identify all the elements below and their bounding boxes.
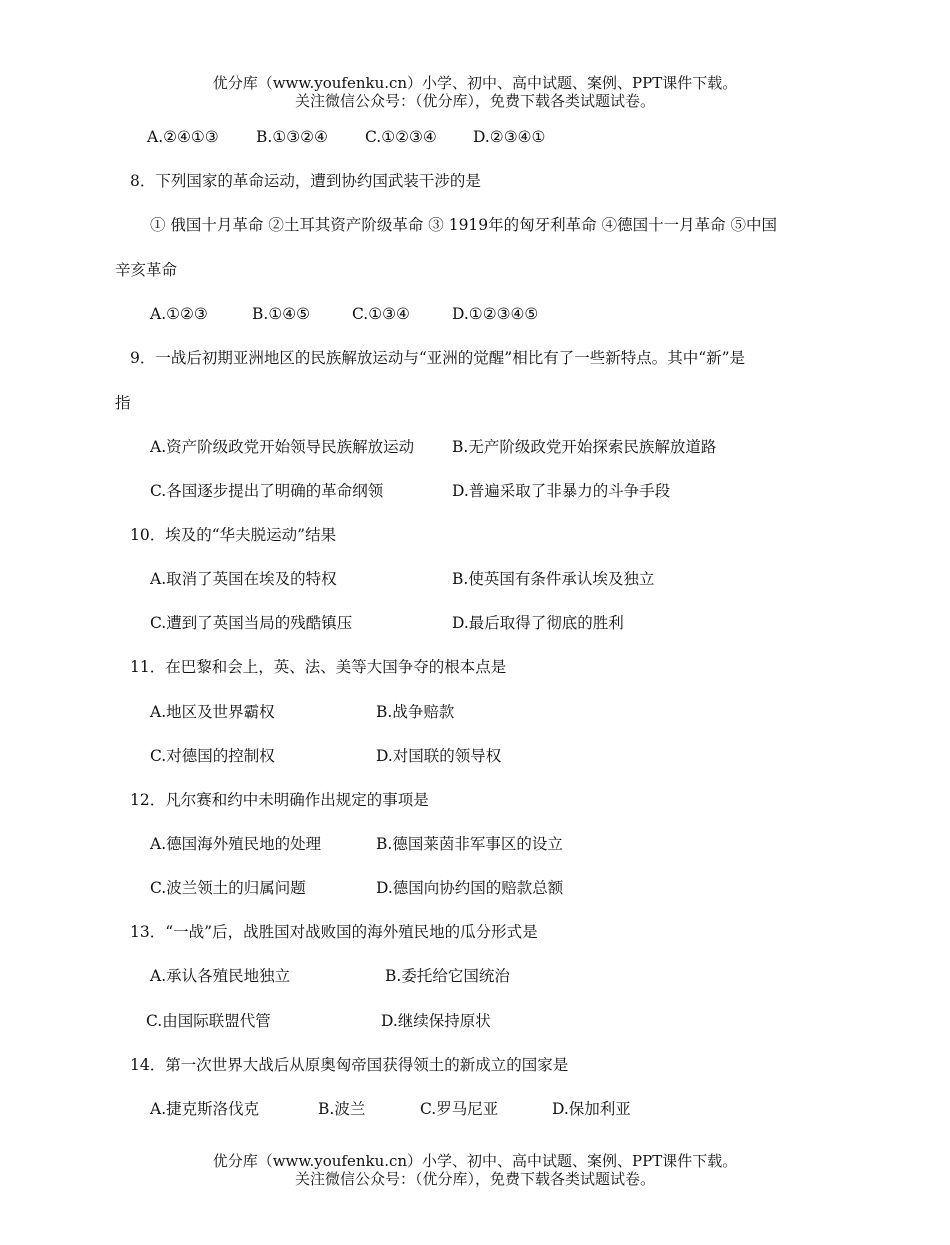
q9-option-d: D.普遍采取了非暴力的斗争手段 xyxy=(452,482,671,500)
q14-option-c: C.罗马尼亚 xyxy=(420,1100,499,1118)
q14-option-b: B.波兰 xyxy=(318,1100,366,1118)
q9-option-c: C.各国逐步提出了明确的革命纲领 xyxy=(150,482,384,500)
q7-option-d: D.②③④① xyxy=(473,128,546,146)
q7-option-c: C.①②③④ xyxy=(365,128,437,146)
q14-option-d: D.保加利亚 xyxy=(552,1100,631,1118)
q7-option-a: A.②④①③ xyxy=(147,128,219,146)
q11-option-c: C.对德国的控制权 xyxy=(150,747,275,765)
q8-option-b: B.①④⑤ xyxy=(252,305,311,323)
q12-option-d: D.德国向协约国的赔款总额 xyxy=(376,879,564,897)
page-footer-line-2: 关注微信公众号：（优分库），免费下载各类试题试卷。 xyxy=(294,1170,655,1188)
q11-option-a: A.地区及世界霸权 xyxy=(150,703,275,721)
q9-stem-line-1: 9．一战后初期亚洲地区的民族解放运动与“亚洲的觉醒”相比有了一些新特点。其中“新”是 xyxy=(130,349,746,367)
q8-items-line-2: 辛亥革命 xyxy=(115,261,178,279)
q12-option-b: B.德国莱茵非军事区的设立 xyxy=(376,835,563,853)
q10-stem: 10．埃及的“华夫脱运动”结果 xyxy=(130,526,337,544)
q13-option-b: B.委托给它国统治 xyxy=(385,967,510,985)
q10-option-a: A.取消了英国在埃及的特权 xyxy=(150,570,337,588)
q14-stem: 14．第一次世界大战后从原奥匈帝国获得领土的新成立的国家是 xyxy=(130,1056,569,1074)
q13-option-d: D.继续保持原状 xyxy=(381,1012,491,1030)
q8-option-d: D.①②③④⑤ xyxy=(452,305,539,323)
q9-option-b: B.无产阶级政党开始探索民族解放道路 xyxy=(452,438,717,456)
q8-option-c: C.①③④ xyxy=(352,305,410,323)
q7-option-b: B.①③②④ xyxy=(256,128,328,146)
page-footer-line-1: 优分库（www.youfenku.cn）小学、初中、高中试题、案例、PPT课件下载。 xyxy=(212,1152,738,1170)
q11-option-d: D.对国联的领导权 xyxy=(376,747,502,765)
q12-option-c: C.波兰领土的归属问题 xyxy=(150,879,306,897)
q8-stem: 8．下列国家的革命运动，遭到协约国武装干涉的是 xyxy=(130,172,481,190)
q13-stem: 13．“一战”后，战胜国对战败国的海外殖民地的瓜分形式是 xyxy=(130,923,538,941)
q8-items-line-1: ① 俄国十月革命 ②土耳其资产阶级革命 ③ 1919年的匈牙利革命 ④德国十一月革命 ⑤中国 xyxy=(150,216,778,234)
q9-option-a: A.资产阶级政党开始领导民族解放运动 xyxy=(150,438,415,456)
q13-option-c: C.由国际联盟代管 xyxy=(146,1012,271,1030)
q11-option-b: B.战争赔款 xyxy=(376,703,455,721)
page-header-line-1: 优分库（www.youfenku.cn）小学、初中、高中试题、案例、PPT课件下载。 xyxy=(212,74,738,92)
q9-stem-line-2: 指 xyxy=(115,394,131,412)
q14-option-a: A.捷克斯洛伐克 xyxy=(150,1100,260,1118)
q8-option-a: A.①②③ xyxy=(150,305,208,323)
q11-stem: 11．在巴黎和会上，英、法、美等大国争夺的根本点是 xyxy=(130,658,507,676)
q13-option-a: A.承认各殖民地独立 xyxy=(150,967,291,985)
page-header-line-2: 关注微信公众号：（优分库），免费下载各类试题试卷。 xyxy=(294,92,655,110)
q10-option-b: B.使英国有条件承认埃及独立 xyxy=(452,570,655,588)
q12-stem: 12．凡尔赛和约中未明确作出规定的事项是 xyxy=(130,791,429,809)
q12-option-a: A.德国海外殖民地的处理 xyxy=(150,835,322,853)
q10-option-c: C.遭到了英国当局的残酷镇压 xyxy=(150,614,353,632)
q10-option-d: D.最后取得了彻底的胜利 xyxy=(452,614,624,632)
